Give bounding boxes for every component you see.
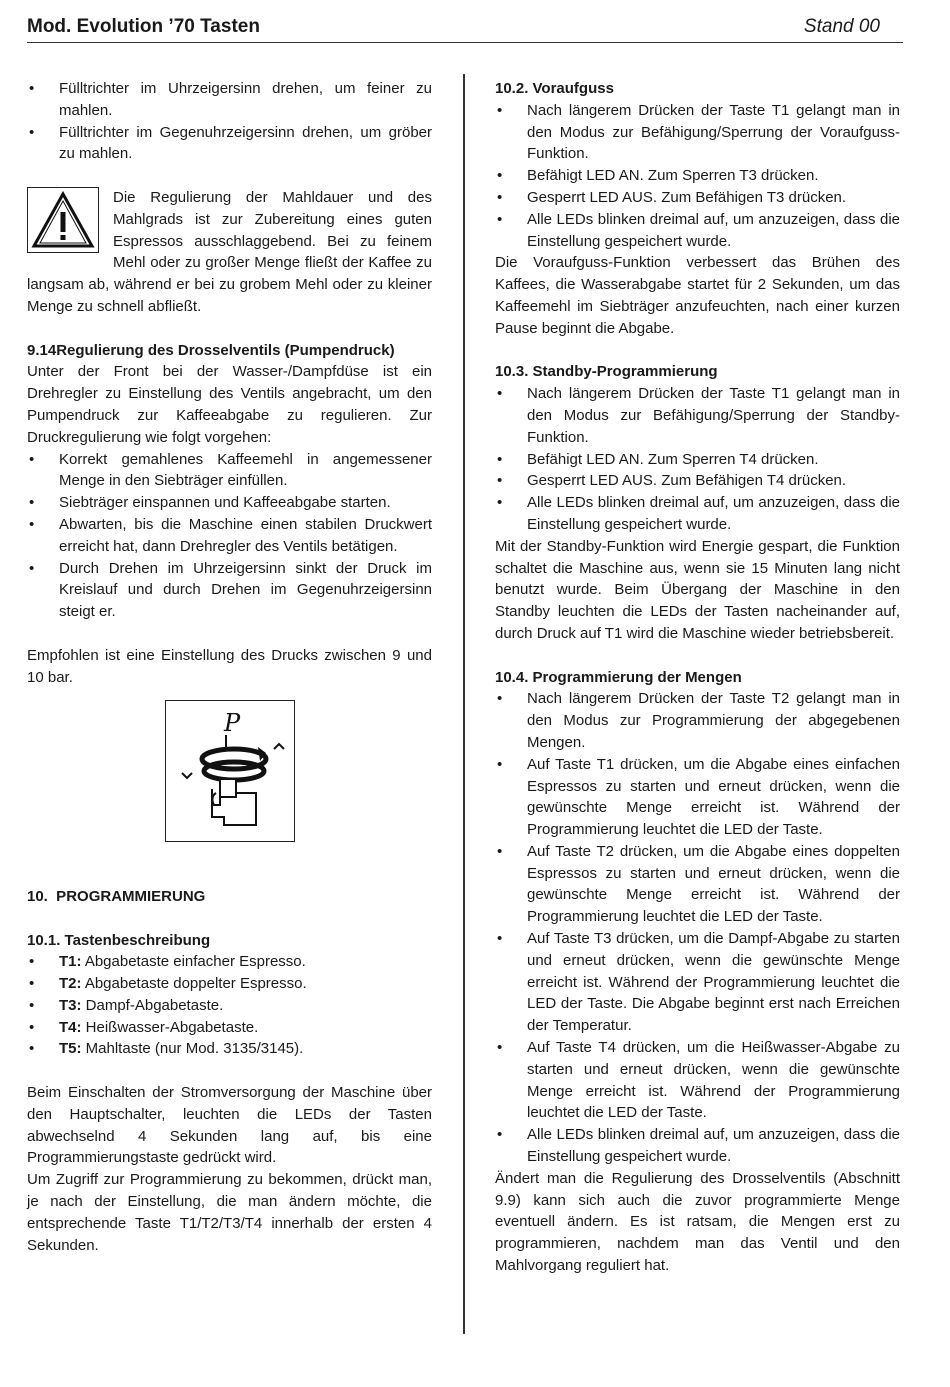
list-item: • Fülltrichter im Gegenuhrzeigersinn drehen, um gröber zu mahlen. <box>27 122 432 166</box>
power-on-text: Beim Einschalten der Stromversorgung der Maschine über den Hauptschalter, leuchten die LEDs der Tasten abwechselnd 4 Sekunden lang auf, bis eine Programmierungstaste gedrückt wird. <box>27 1084 432 1167</box>
list-item: • Gesperrt LED AUS. Zum Befähigen T4 drücken. <box>495 470 900 492</box>
list-item <box>27 973 432 995</box>
list-item: • Fülltrichter im Uhrzeigersinn drehen, um feiner zu mahlen. <box>27 78 432 122</box>
standby-list <box>495 383 900 536</box>
standby-text: Mit der Standby-Funktion wird Energie gespart, die Funktion schaltet die Maschine aus, wenn sie 15 Minuten lang nicht benutzt wurde. Beim Übergang der Maschine in den Standby leuchten die LEDs der Tasten nacheinander auf, durch Druck auf T1 wird die Maschine wieder betriebsbereit. <box>495 537 900 642</box>
left-column <box>27 78 432 1256</box>
key-desc: Heißwasser-Abgabetaste. <box>81 1018 259 1036</box>
list-item: • Alle LEDs blinken dreimal auf, um anzuzeigen, dass die Einstellung gespeichert wurde. <box>495 1124 900 1168</box>
key-description-list <box>27 951 432 1060</box>
figure-label: P <box>224 709 241 738</box>
list-item <box>27 1017 432 1039</box>
list-item: • Auf Taste T3 drücken, um die Dampf-Abgabe zu starten und erneut drücken, wenn die gewünschte Menge erreicht ist. Während der Programmierung leuchtet die LED der Taste. Die Abgabe beginnt erst nach Erreichen der Temperatur. <box>495 928 900 1037</box>
key-label: T4: <box>59 1018 82 1036</box>
list-item: • Gesperrt LED AUS. Zum Befähigen T3 drücken. <box>495 187 900 209</box>
section-10-3-heading: 10.3. Standby-Programmierung <box>495 363 718 381</box>
list-item: • Durch Drehen im Uhrzeigersinn sinkt der Druck im Kreislauf und durch Drehen im Gegenuhrzeigersinn steigt er. <box>27 558 432 623</box>
list-item: • Auf Taste T1 drücken, um die Abgabe eines einfachen Espressos zu starten und erneut drücken, wenn die gewünschte Menge erreicht ist. Während der Programmierung leuchtet die LED der Taste. <box>495 754 900 841</box>
list-item: • Auf Taste T2 drücken, um die Abgabe eines doppelten Espressos zu starten und erneut drücken, wenn die gewünschte Menge erreicht ist. Während der Programmierung leuchtet die LED der Taste. <box>495 841 900 928</box>
key-label: T5: <box>59 1040 82 1058</box>
section-10-heading: 10. PROGRAMMIERUNG <box>27 887 206 905</box>
preinfusion-list <box>495 100 900 253</box>
right-column <box>495 78 900 1277</box>
list-item <box>27 995 432 1017</box>
list-item: • Nach längerem Drücken der Taste T1 gelangt man in den Modus zur Befähigung/Sperrung der Voraufguss-Funktion. <box>495 100 900 165</box>
section-10-1-heading: 10.1. Tastenbeschreibung <box>27 931 211 949</box>
key-label: T2: <box>59 975 82 993</box>
list-item <box>27 951 432 973</box>
pressure-steps-list <box>27 449 432 623</box>
key-desc: Mahltaste (nur Mod. 3135/3145). <box>81 1040 304 1058</box>
list-item <box>27 1038 432 1060</box>
key-desc: Dampf-Abgabetaste. <box>81 996 224 1014</box>
valve-adjust-figure <box>165 700 295 842</box>
warning-icon <box>27 187 99 253</box>
page-header <box>27 14 903 43</box>
warning-text: Die Regulierung der Mahldauer und des Mahlgrads ist zur Zubereitung eines guten Espressos ausschlaggebend. Bei zu feinem Mehl oder zu großer Menge fließt der Kaffee zu langsam ab, während er bei zu grobem Mehl oder zu kleiner Menge zu schnell abfließt. <box>27 188 432 315</box>
list-item: • Alle LEDs blinken dreimal auf, um anzuzeigen, dass die Einstellung gespeichert wurde. <box>495 492 900 536</box>
dose-programming-list <box>495 688 900 1168</box>
section-10-2-heading: 10.2. Voraufguss <box>495 80 614 97</box>
list-item: • Nach längerem Drücken der Taste T1 gelangt man in den Modus zur Befähigung/Sperrung der Standby-Funktion. <box>495 383 900 448</box>
list-item: • Abwarten, bis die Maschine einen stabilen Druckwert erreicht hat, dann Drehregler des Ventils betätigen. <box>27 514 432 558</box>
grinder-adjust-list <box>27 78 432 165</box>
dose-programming-text: Ändert man die Regulierung des Drosselventils (Abschnitt 9.9) kann sich auch die zuvor programmierte Menge eventuell ändern. Es ist ratsam, die Mengen erst zu programmieren, nachdem man das Ventil und den Mahlvorgang reguliert hat. <box>495 1169 900 1275</box>
section-9-14-intro: Unter der Front bei der Wasser-/Dampfdüse ist ein Drehregler zu Einstellung des Ventils angebracht, um den Pumpendruck zur Kaffeeabgabe zu regulieren. Zur Druckregulierung wie folgt vorgehen: <box>27 363 432 446</box>
programming-access-text: Um Zugriff zur Programmierung zu bekommen, drückt man, je nach der Einstellung, die man ändern möchte, die entsprechende Taste T1/T2/T3/T4 innerhalb der ersten 4 Sekunden. <box>27 1171 432 1254</box>
revision-label: Stand 00 <box>803 16 880 37</box>
document-title: Mod. Evolution ’70 Tasten <box>27 16 260 37</box>
list-item: • Siebträger einspannen und Kaffeeabgabe starten. <box>27 492 432 514</box>
preinfusion-text: Die Voraufguss-Funktion verbessert das Brühen des Kaffees, die Wasserabgabe startet für 2 Sekunden, um das Kaffeemehl im Siebträger anzufeuchten, nach einer kurzen Pause beginnt die Abgabe. <box>495 254 900 337</box>
section-10-4-heading: 10.4. Programmierung der Mengen <box>495 668 742 686</box>
list-item: • Nach längerem Drücken der Taste T2 gelangt man in den Modus zur Programmierung der abgegebenen Mengen. <box>495 688 900 753</box>
list-item: • Befähigt LED AN. Zum Sperren T4 drücken. <box>495 449 900 471</box>
pressure-recommendation: Empfohlen ist eine Einstellung des Drucks zwischen 9 und 10 bar. <box>27 646 432 686</box>
key-desc: Abgabetaste einfacher Espresso. <box>81 953 306 971</box>
key-desc: Abgabetaste doppelter Espresso. <box>81 975 307 993</box>
warning-note <box>27 187 432 318</box>
key-label: T3: <box>59 996 82 1014</box>
list-item: • Korrekt gemahlenes Kaffeemehl in angemessener Menge in den Siebträger einfüllen. <box>27 449 432 493</box>
list-item: • Alle LEDs blinken dreimal auf, um anzuzeigen, dass die Einstellung gespeichert wurde. <box>495 209 900 253</box>
key-label: T1: <box>59 953 82 971</box>
list-item: • Befähigt LED AN. Zum Sperren T3 drücken. <box>495 165 900 187</box>
section-9-14-heading: 9.14Regulierung des Drosselventils (Pumpendruck) <box>27 341 395 359</box>
list-item: • Auf Taste T4 drücken, um die Heißwasser-Abgabe zu starten und erneut drücken, wenn die gewünschte Menge erreicht ist. Während der Programmierung leuchtet die LED der Taste. <box>495 1037 900 1124</box>
column-divider <box>463 74 465 1334</box>
